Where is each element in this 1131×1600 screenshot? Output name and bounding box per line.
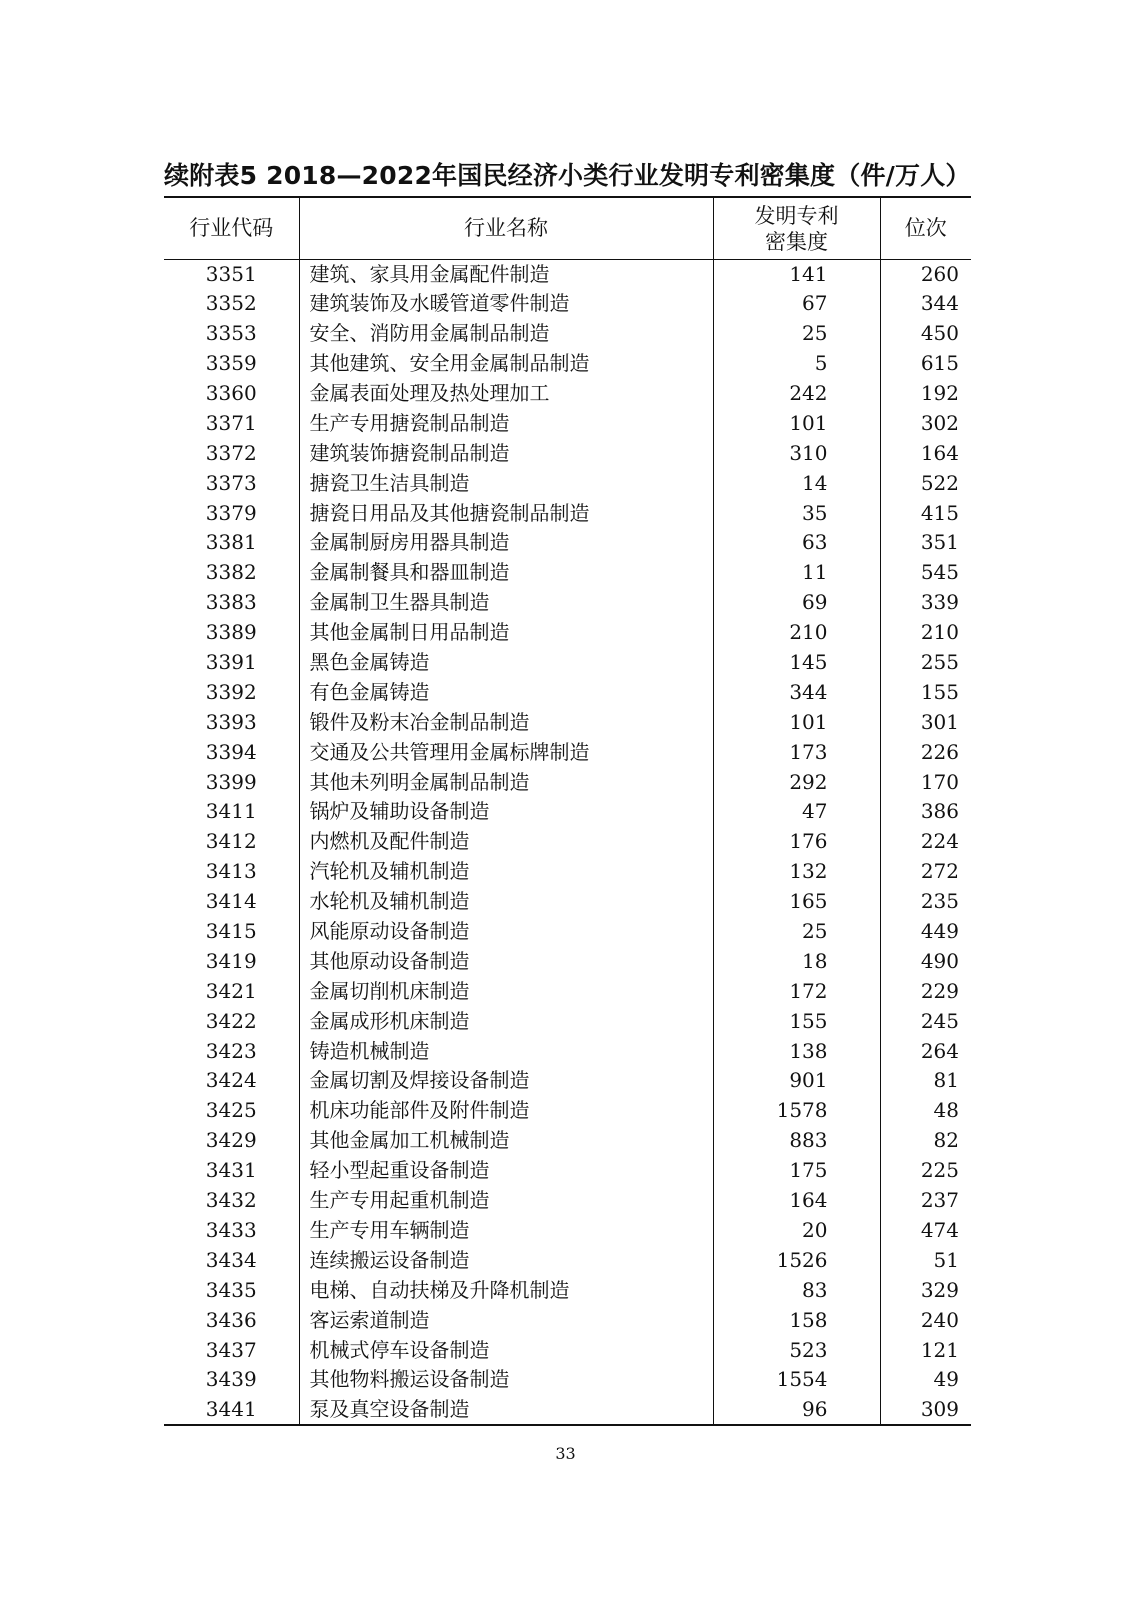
patent-density-cell: 292	[713, 767, 880, 797]
table-row	[164, 797, 971, 827]
rank-cell: 255	[920, 650, 959, 675]
patent-density-cell: 11	[713, 558, 880, 588]
industry-code-cell: 3383	[205, 590, 257, 615]
industry-name-cell: 水轮机及辅机制造	[299, 887, 713, 917]
table-header-row	[164, 197, 971, 259]
patent-density-cell: 1554	[713, 1365, 880, 1395]
patent-density-cell: 175	[713, 1156, 880, 1186]
industry-name-cell: 电梯、自动扶梯及升降机制造	[299, 1275, 713, 1305]
rank-cell: 309	[880, 1395, 971, 1425]
patent-density-cell: 25	[713, 917, 880, 947]
industry-code-cell: 3423	[205, 1038, 257, 1063]
industry-code-cell: 3412	[205, 829, 257, 854]
industry-code-cell: 3389	[205, 620, 257, 645]
rank-cell: 449	[920, 919, 959, 944]
industry-code-cell: 3436	[205, 1307, 257, 1332]
rank-cell: 490	[920, 948, 959, 973]
table-row	[164, 379, 971, 409]
industry-name-cell: 机床功能部件及附件制造	[299, 1096, 713, 1126]
table-body	[164, 259, 971, 1425]
table-row	[164, 1126, 971, 1156]
patent-density-cell: 5	[713, 349, 880, 379]
industry-name-cell: 汽轮机及辅机制造	[299, 857, 713, 887]
industry-code-cell: 3360	[205, 381, 257, 405]
rank-cell: 339	[920, 590, 959, 615]
rank-cell: 272	[920, 859, 959, 884]
patent-density-cell: 101	[713, 707, 880, 737]
industry-code-cell: 3431	[205, 1158, 257, 1183]
table-row	[164, 917, 971, 947]
patent-density-cell: 18	[713, 946, 880, 976]
rank-cell: 170	[920, 769, 959, 794]
rank-cell: 301	[920, 709, 959, 734]
patent-density-cell: 210	[713, 618, 880, 648]
rank-cell: 260	[920, 261, 959, 286]
header-patent-density-line2: 密集度	[765, 230, 828, 255]
industry-name-cell: 连续搬运设备制造	[299, 1245, 713, 1275]
industry-name-cell: 其他金属加工机械制造	[299, 1126, 713, 1156]
header-rank: 位次	[880, 197, 971, 259]
industry-name-cell: 泵及真空设备制造	[299, 1395, 713, 1425]
patent-density-cell: 523	[713, 1335, 880, 1365]
industry-code-cell: 3429	[205, 1128, 257, 1153]
industry-name-cell: 其他未列明金属制品制造	[299, 767, 713, 797]
industry-code-cell: 3432	[205, 1188, 257, 1213]
patent-density-cell: 35	[713, 498, 880, 528]
industry-name-cell: 安全、消防用金属制品制造	[299, 319, 713, 349]
patent-density-cell: 1526	[713, 1245, 880, 1275]
rank-cell: 415	[920, 500, 959, 525]
patent-density-cell: 176	[713, 827, 880, 857]
industry-code-cell: 3381	[205, 530, 257, 555]
industry-name-cell: 轻小型起重设备制造	[299, 1156, 713, 1186]
rank-cell: 155	[920, 679, 959, 704]
table-row	[164, 468, 971, 498]
patent-density-cell: 165	[713, 887, 880, 917]
table-row	[164, 857, 971, 887]
industry-name-cell: 生产专用车辆制造	[299, 1216, 713, 1246]
rank-cell: 48	[933, 1098, 959, 1123]
patent-density-cell: 14	[713, 468, 880, 498]
rank-cell: 240	[920, 1307, 959, 1332]
rank-cell: 351	[920, 530, 959, 555]
rank-cell: 51	[933, 1247, 959, 1272]
industry-name-cell: 其他原动设备制造	[299, 946, 713, 976]
industry-code-cell: 3373	[205, 470, 257, 495]
industry-name-cell: 其他物料搬运设备制造	[299, 1365, 713, 1395]
table-row	[164, 498, 971, 528]
patent-density-cell: 83	[713, 1275, 880, 1305]
table-row	[164, 976, 971, 1006]
patent-density-cell: 242	[713, 379, 880, 409]
industry-name-cell: 有色金属铸造	[299, 677, 713, 707]
table-row	[164, 528, 971, 558]
industry-name-cell: 金属成形机床制造	[299, 1006, 713, 1036]
industry-code-cell: 3422	[205, 1008, 257, 1033]
industry-code-cell: 3434	[205, 1247, 257, 1272]
industry-code-cell: 3399	[205, 769, 257, 794]
industry-code-cell: 3421	[205, 978, 257, 1003]
rank-cell: 81	[933, 1068, 959, 1093]
rank-cell: 545	[920, 560, 959, 585]
industry-code-cell: 3382	[205, 560, 257, 585]
industry-code-cell: 3371	[205, 410, 257, 435]
patent-density-cell: 20	[713, 1216, 880, 1246]
table-row	[164, 1365, 971, 1395]
table-row	[164, 1036, 971, 1066]
industry-name-cell: 搪瓷日用品及其他搪瓷制品制造	[299, 498, 713, 528]
industry-name-cell: 机械式停车设备制造	[299, 1335, 713, 1365]
industry-code-cell: 3435	[205, 1277, 257, 1302]
table-row	[164, 1186, 971, 1216]
industry-name-cell: 锻件及粉末冶金制品制造	[299, 707, 713, 737]
table-row	[164, 349, 971, 379]
table-row	[164, 1335, 971, 1365]
rank-cell: 226	[920, 739, 959, 764]
industry-code-cell: 3353	[205, 321, 257, 346]
industry-code-cell: 3413	[205, 859, 257, 884]
industry-code-cell: 3352	[205, 291, 257, 316]
patent-density-cell: 1578	[713, 1096, 880, 1126]
table-row	[164, 1006, 971, 1036]
industry-name-cell: 铸造机械制造	[299, 1036, 713, 1066]
rank-cell: 235	[920, 889, 959, 914]
industry-name-cell: 金属制餐具和器皿制造	[299, 558, 713, 588]
industry-name-cell: 内燃机及配件制造	[299, 827, 713, 857]
industry-name-cell: 交通及公共管理用金属标牌制造	[299, 737, 713, 767]
industry-name-cell: 建筑、家具用金属配件制造	[299, 259, 713, 289]
industry-name-cell: 风能原动设备制造	[299, 917, 713, 947]
patent-density-cell: 63	[713, 528, 880, 558]
patent-density-table	[164, 196, 971, 1426]
table-row	[164, 1216, 971, 1246]
rank-cell: 82	[933, 1128, 959, 1153]
industry-name-cell: 建筑装饰及水暖管道零件制造	[299, 289, 713, 319]
industry-code-cell: 3394	[205, 739, 257, 764]
table-row	[164, 1395, 971, 1425]
table-row	[164, 1275, 971, 1305]
patent-density-cell: 164	[713, 1186, 880, 1216]
rank-cell: 229	[920, 978, 959, 1003]
industry-code-cell: 3433	[205, 1217, 257, 1242]
table-row	[164, 259, 971, 289]
patent-density-cell: 344	[713, 677, 880, 707]
industry-name-cell: 金属切削机床制造	[299, 976, 713, 1006]
industry-code-cell: 3351	[205, 261, 257, 286]
industry-code-cell: 3439	[205, 1367, 257, 1392]
industry-code-cell: 3411	[205, 799, 257, 824]
table-row	[164, 618, 971, 648]
rank-cell: 344	[920, 291, 959, 316]
table-row	[164, 289, 971, 319]
rank-cell: 386	[920, 799, 959, 824]
patent-density-cell: 173	[713, 737, 880, 767]
industry-name-cell: 生产专用起重机制造	[299, 1186, 713, 1216]
industry-code-cell: 3392	[205, 679, 257, 704]
table-row	[164, 408, 971, 438]
industry-name-cell: 金属制卫生器具制造	[299, 588, 713, 618]
rank-cell: 450	[920, 321, 959, 346]
patent-density-cell: 69	[713, 588, 880, 618]
table-row	[164, 1156, 971, 1186]
table-row	[164, 707, 971, 737]
rank-cell: 225	[920, 1158, 959, 1183]
table-row	[164, 737, 971, 767]
rank-cell: 522	[920, 470, 959, 495]
table-row	[164, 588, 971, 618]
table-row	[164, 1066, 971, 1096]
table-row	[164, 677, 971, 707]
patent-density-cell: 132	[713, 857, 880, 887]
patent-density-cell: 310	[713, 438, 880, 468]
patent-density-cell: 901	[713, 1066, 880, 1096]
patent-density-cell: 145	[713, 648, 880, 678]
rank-cell: 302	[920, 410, 959, 435]
rank-cell: 264	[920, 1038, 959, 1063]
table-row	[164, 648, 971, 678]
patent-density-cell: 158	[713, 1305, 880, 1335]
rank-cell: 615	[920, 351, 959, 376]
rank-cell: 192	[920, 381, 959, 405]
industry-name-cell: 生产专用搪瓷制品制造	[299, 408, 713, 438]
table-row	[164, 887, 971, 917]
patent-density-cell: 25	[713, 319, 880, 349]
table-row	[164, 558, 971, 588]
industry-name-cell: 锅炉及辅助设备制造	[299, 797, 713, 827]
rank-cell: 49	[933, 1367, 959, 1392]
table-title: 续附表5 2018—2022年国民经济小类行业发明专利密集度（件/万人）	[164, 161, 971, 190]
rank-cell: 329	[920, 1277, 959, 1302]
table-row	[164, 319, 971, 349]
table-row	[164, 1305, 971, 1335]
industry-name-cell: 金属制厨房用器具制造	[299, 528, 713, 558]
industry-code-cell: 3415	[205, 919, 257, 944]
rank-cell: 245	[920, 1008, 959, 1033]
industry-code-cell: 3419	[205, 948, 257, 973]
header-industry-name: 行业名称	[299, 197, 713, 259]
patent-density-cell: 141	[713, 259, 880, 289]
industry-code-cell: 3437	[205, 1337, 257, 1362]
industry-name-cell: 黑色金属铸造	[299, 648, 713, 678]
industry-name-cell: 建筑装饰搪瓷制品制造	[299, 438, 713, 468]
patent-density-cell: 96	[713, 1395, 880, 1425]
table-row	[164, 1245, 971, 1275]
table-row	[164, 438, 971, 468]
table-row	[164, 767, 971, 797]
industry-name-cell: 金属切割及焊接设备制造	[299, 1066, 713, 1096]
rank-cell: 474	[920, 1217, 959, 1242]
patent-density-cell: 883	[713, 1126, 880, 1156]
table-row	[164, 1096, 971, 1126]
patent-density-cell: 155	[713, 1006, 880, 1036]
industry-code-cell: 3391	[205, 650, 257, 675]
industry-name-cell: 其他建筑、安全用金属制品制造	[299, 349, 713, 379]
rank-cell: 121	[920, 1337, 959, 1362]
rank-cell: 164	[920, 440, 959, 465]
rank-cell: 224	[920, 829, 959, 854]
patent-density-cell: 101	[713, 408, 880, 438]
rank-cell: 237	[920, 1188, 959, 1213]
industry-code-cell: 3424	[205, 1068, 257, 1093]
industry-name-cell: 其他金属制日用品制造	[299, 618, 713, 648]
patent-density-cell: 67	[713, 289, 880, 319]
industry-code-cell: 3393	[205, 709, 257, 734]
header-patent-density	[713, 197, 880, 259]
industry-name-cell: 搪瓷卫生洁具制造	[299, 468, 713, 498]
page-number: 33	[555, 1444, 576, 1463]
rank-cell: 210	[920, 620, 959, 645]
industry-name-cell: 金属表面处理及热处理加工	[299, 379, 713, 409]
table-row	[164, 946, 971, 976]
industry-code-cell: 3425	[205, 1098, 257, 1123]
industry-code-cell: 3379	[205, 500, 257, 525]
industry-code-cell: 3359	[205, 351, 257, 376]
table-row	[164, 827, 971, 857]
patent-density-cell: 138	[713, 1036, 880, 1066]
industry-name-cell: 客运索道制造	[299, 1305, 713, 1335]
industry-code-cell: 3372	[205, 440, 257, 465]
patent-density-cell: 172	[713, 976, 880, 1006]
header-patent-density-line1: 发明专利	[754, 204, 839, 229]
header-industry-code: 行业代码	[164, 197, 299, 259]
industry-code-cell: 3414	[205, 889, 257, 914]
patent-density-cell: 47	[713, 797, 880, 827]
industry-code-cell: 3441	[164, 1395, 299, 1425]
